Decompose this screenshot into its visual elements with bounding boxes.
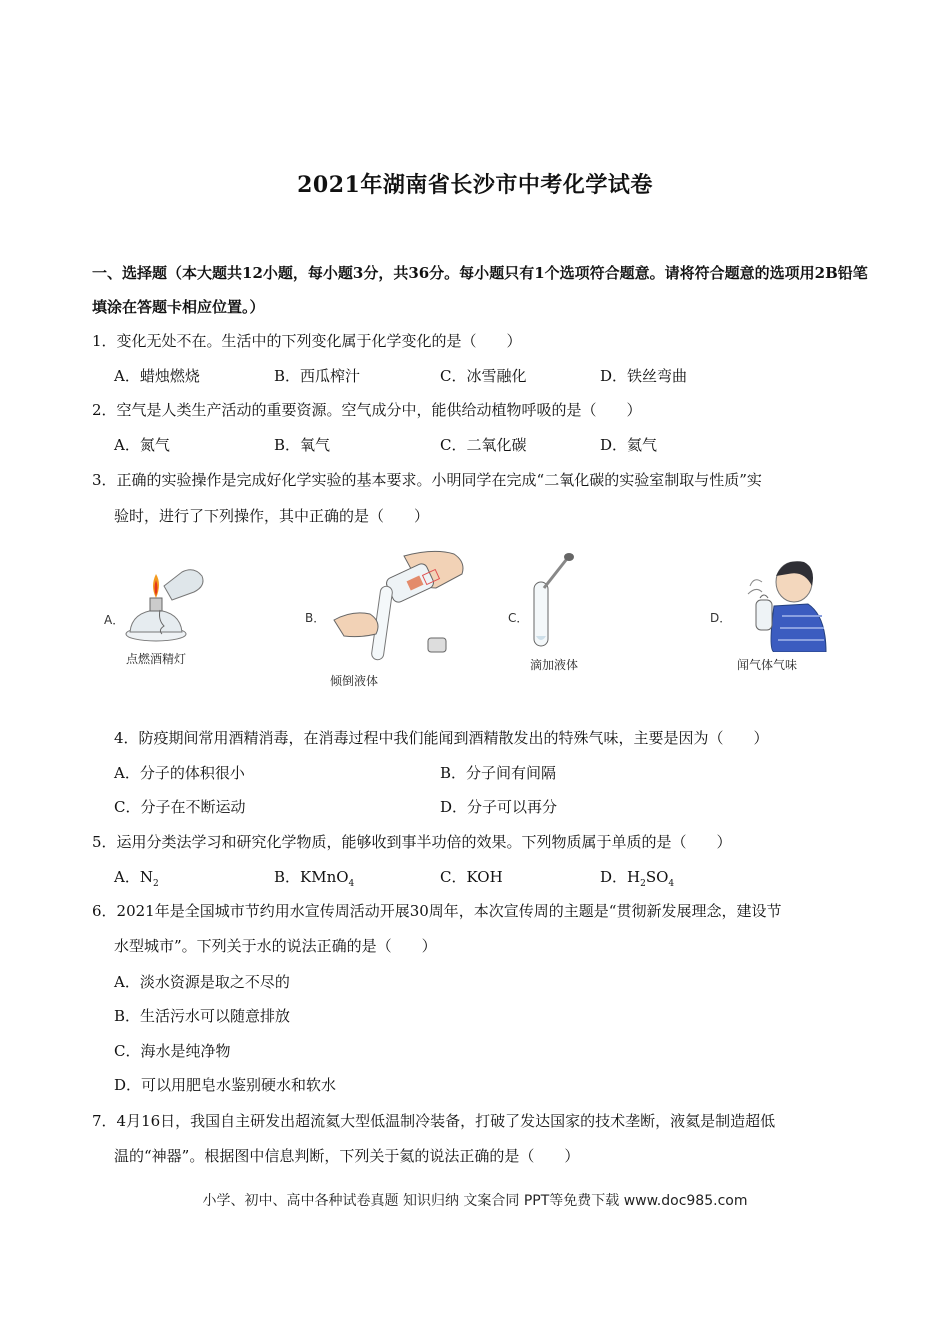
question-7-stem-line1: 7．4月16日，我国自主研发出超流氦大型低温制冷装备，打破了发达国家的技术垄断，液氦是制造超低 [92, 1112, 776, 1130]
question-3-stem-line2: 验时，进行了下列操作，其中正确的是（ ） [114, 507, 430, 525]
q6-option-d[interactable]: D．可以用肥皂水鉴别硬水和软水 [114, 1076, 337, 1094]
figure-b-caption: 倾倒液体 [330, 674, 379, 688]
dropper-icon [524, 552, 604, 652]
q5-option-d-sub2: 4 [668, 879, 675, 889]
section-heading: 一、选择题（本大题共12小题，每小题3分，共36分。每小题只有1个选项符合题意。请将符合题意的选项用2B铅笔填涂在答题卡相应位置。） [92, 264, 868, 316]
q4-option-c[interactable]: C．分子在不断运动 [114, 798, 246, 816]
smelling-gas-icon [738, 556, 828, 652]
question-3-stem-line1: 3．正确的实验操作是完成好化学实验的基本要求。小明同学在完成“二氧化碳的实验室制取与性质”实 [92, 471, 762, 489]
q5-option-d-text: D．H [600, 868, 641, 886]
q2-option-d[interactable]: D．氦气 [600, 436, 658, 454]
q2-option-b[interactable]: B．氧气 [274, 436, 331, 454]
q6-option-b[interactable]: B．生活污水可以随意排放 [114, 1007, 291, 1025]
q4-option-a[interactable]: A．分子的体积很小 [114, 764, 245, 782]
q5-option-b-text: B．KMnO [274, 868, 349, 886]
figure-a-caption: 点燃酒精灯 [126, 652, 187, 666]
alcohol-lamp-icon [120, 564, 210, 646]
question-1-stem: 1．变化无处不在。生活中的下列变化属于化学变化的是（ ） [92, 332, 522, 350]
question-6-stem-line1: 6．2021年是全国城市节约用水宣传周活动开展30周年，本次宣传周的主题是“贯彻新发展理念，建设节 [92, 902, 782, 920]
q1-option-a[interactable]: A．蜡烛燃烧 [114, 367, 200, 385]
question-6-stem-line2: 水型城市”。下列关于水的说法正确的是（ ） [114, 937, 437, 955]
q5-option-d[interactable] [600, 866, 674, 889]
q5-option-c-text: C．KOH [440, 868, 503, 886]
q5-option-d-mid: SO [645, 868, 669, 886]
page-title: 2021年湖南省长沙市中考化学试卷 [297, 172, 653, 198]
figure-c-letter[interactable]: C． [508, 611, 529, 625]
q4-option-d[interactable]: D．分子可以再分 [440, 798, 558, 816]
q5-option-b[interactable] [274, 866, 354, 889]
q2-option-c[interactable]: C．二氧化碳 [440, 436, 527, 454]
pouring-liquid-icon [324, 548, 474, 668]
q5-option-b-sub: 4 [348, 879, 355, 889]
question-5-stem: 5．运用分类法学习和研究化学物质，能够收到事半功倍的效果。下列物质属于单质的是（ ） [92, 833, 732, 851]
q1-option-d[interactable]: D．铁丝弯曲 [600, 367, 688, 385]
q6-option-c[interactable]: C．海水是纯净物 [114, 1042, 231, 1060]
figure-a-letter[interactable]: A． [104, 613, 125, 627]
q5-option-d-sub: 2 [640, 879, 646, 889]
question-7-stem-line2: 温的“神器”。根据图中信息判断，下列关于氦的说法正确的是（ ） [114, 1147, 580, 1165]
q1-option-c[interactable]: C．冰雪融化 [440, 367, 527, 385]
q6-option-a[interactable]: A．淡水资源是取之不尽的 [114, 973, 290, 991]
figure-d-letter[interactable]: D． [710, 611, 732, 625]
page-footer: 小学、初中、高中各种试卷真题 知识归纳 文案合同 PPT等免费下载 www.doc985.com [202, 1193, 748, 1209]
figure-c-caption: 滴加液体 [530, 658, 579, 672]
q5-option-a-text: A．N [114, 868, 153, 886]
q5-option-a-sub: 2 [152, 879, 159, 889]
question-4-stem: 4．防疫期间常用酒精消毒，在消毒过程中我们能闻到酒精散发出的特殊气味，主要是因为（ ） [114, 729, 769, 747]
q4-option-b[interactable]: B．分子间有间隔 [440, 764, 557, 782]
q2-option-a[interactable]: A．氮气 [114, 436, 170, 454]
figure-b-letter[interactable]: B． [305, 611, 326, 625]
question-2-stem: 2．空气是人类生产活动的重要资源。空气成分中，能供给动植物呼吸的是（ ） [92, 401, 642, 419]
q5-option-a[interactable] [114, 866, 159, 889]
q5-option-c[interactable] [440, 866, 503, 887]
q1-option-b[interactable]: B．西瓜榨汁 [274, 367, 361, 385]
figure-d-caption: 闻气体气味 [737, 658, 798, 672]
question-3-figures [92, 548, 872, 698]
